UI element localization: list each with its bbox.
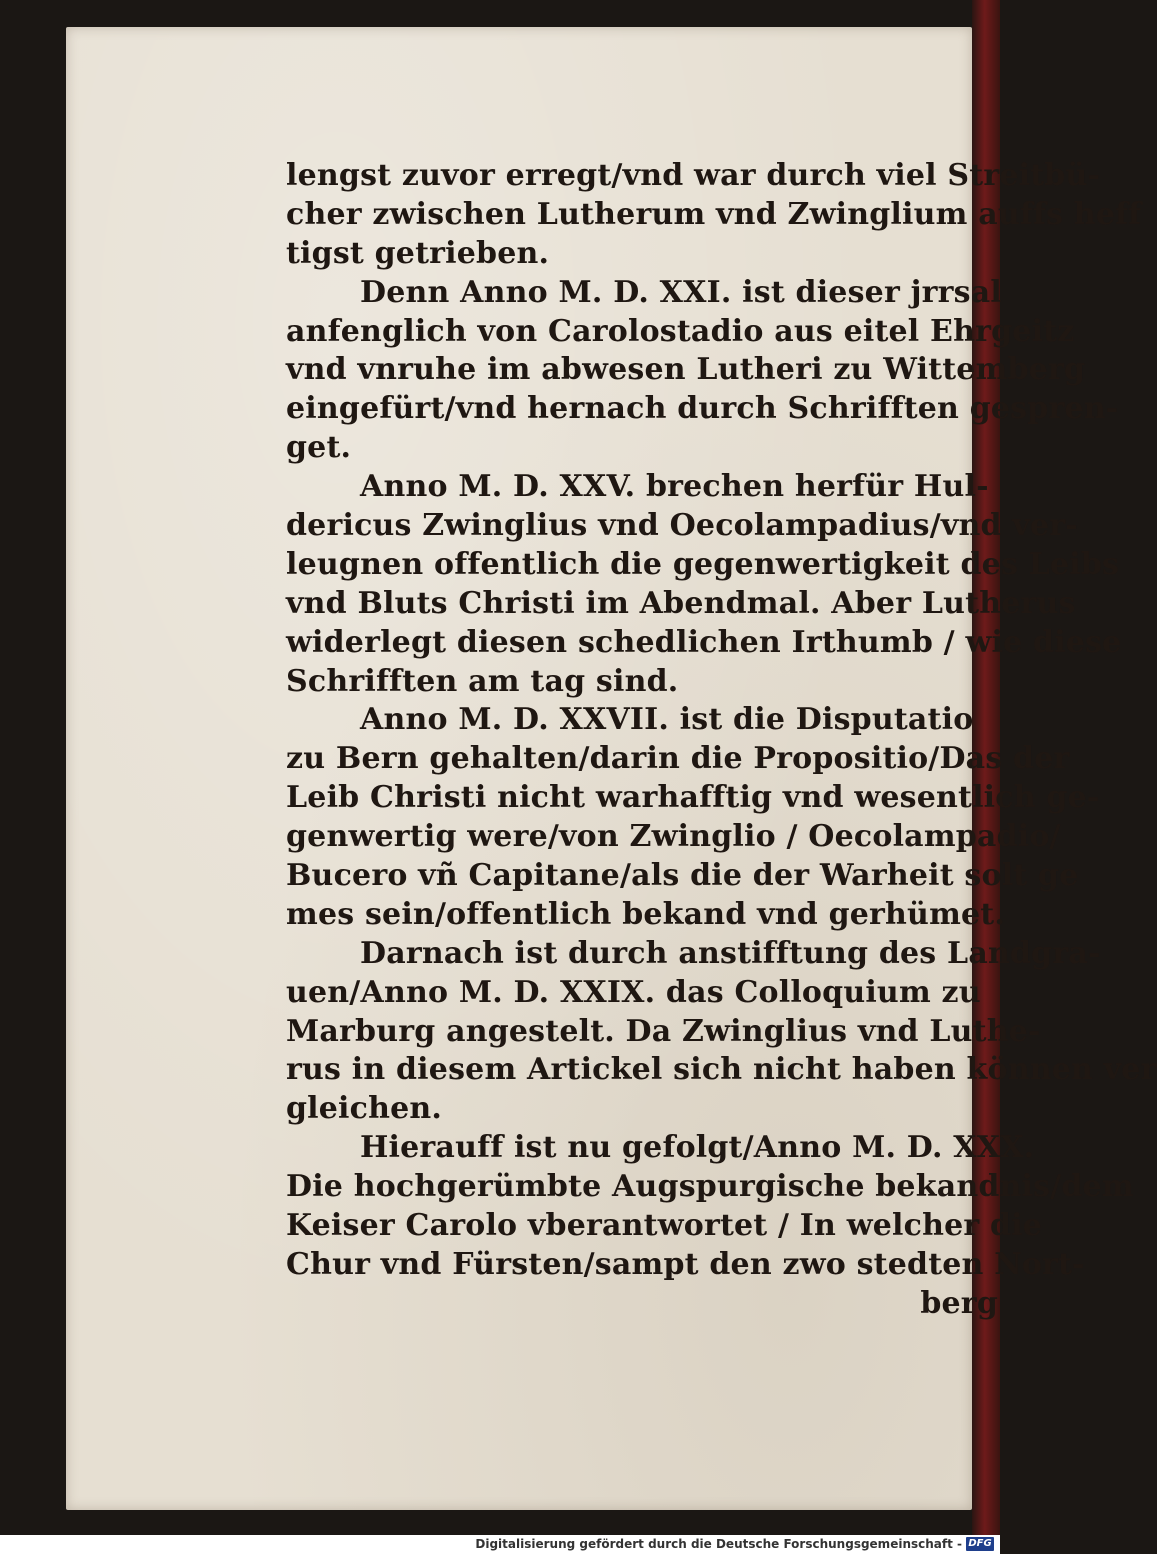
- text-line: tigst getrieben.: [286, 235, 550, 271]
- text-line: cher zwischen Lutherum vnd Zwinglium auffs heff: [286, 196, 1142, 232]
- text-line: Leib Christi nicht warhafftig vnd wesentlich ge-: [286, 780, 1100, 816]
- text-line: Schrifften am tag sind.: [286, 663, 679, 699]
- text-line: Denn Anno M. D. XXI. ist dieser jrrsal: [360, 274, 1002, 310]
- text-line: Chur vnd Fürsten/sampt den zwo stedten Nort-: [286, 1246, 1085, 1282]
- text-line: Marburg angestelt. Da Zwinglius vnd Luthe-: [286, 1013, 1041, 1049]
- text-line: Die hochgerümbte Augspurgische bekandnis/dem: [286, 1169, 1134, 1205]
- text-line: mes sein/offentlich bekand vnd gerhümet.: [286, 896, 1006, 932]
- text-line: gleichen.: [286, 1091, 443, 1127]
- text-line: Bucero vñ Capitane/als die der Warheit solt ge: [286, 858, 1079, 894]
- text-line: vnd vnruhe im abwesen Lutheri zu Wittemberg: [286, 352, 1086, 388]
- text-line: Anno M. D. XXVII. ist die Disputatio: [360, 702, 974, 738]
- text-line: get.: [286, 430, 352, 466]
- text-line: Hierauff ist nu gefolgt/Anno M. D. XXX.: [360, 1130, 1035, 1166]
- text-line: Anno M. D. XXV. brechen herfür Hul-: [360, 469, 989, 505]
- text-line: leugnen offentlich die gegenwertigkeit des Leibs: [286, 546, 1120, 582]
- text-line: Keiser Carolo vberantwortet / In welcher die: [286, 1208, 1043, 1244]
- book-page: [66, 27, 1157, 1510]
- page-text: [286, 157, 1157, 1324]
- funding-credit: Digitalisierung gefördert durch die Deutsche Forschungsgemeinschaft -: [475, 1537, 962, 1551]
- text-line: genwertig were/von Zwinglio / Oecolampadio/: [286, 819, 1061, 855]
- text-line: lengst zuvor erregt/vnd war durch viel Streitbü-: [286, 158, 1101, 193]
- text-line: widerlegt diesen schedlichen Irthumb / wie diese: [286, 624, 1122, 660]
- text-line: Darnach ist durch anstifftung des Landgra-: [360, 935, 1101, 971]
- text-line: anfenglich von Carolostadio aus eitel Ehrgeitz: [286, 313, 1075, 349]
- text-line: vnd Bluts Christi im Abendmal. Aber Lutherus: [286, 585, 1076, 621]
- dfg-logo-icon: DFG: [966, 1537, 994, 1551]
- text-line: zu Bern gehalten/darin die Propositio/Das der: [286, 741, 1070, 777]
- text-line: eingefürt/vnd hernach durch Schrifften gespren-: [286, 391, 1119, 427]
- text-line: rus in diesem Artickel sich nicht haben können ver: [286, 1052, 1157, 1088]
- text-line: dericus Zwinglius vnd Oecolampadius/vnd ver-: [286, 508, 1078, 544]
- text-line: uen/Anno M. D. XXIX. das Colloquium zu: [286, 974, 981, 1010]
- catchword: berg: [920, 1285, 998, 1321]
- footer-bar: [0, 1535, 1000, 1554]
